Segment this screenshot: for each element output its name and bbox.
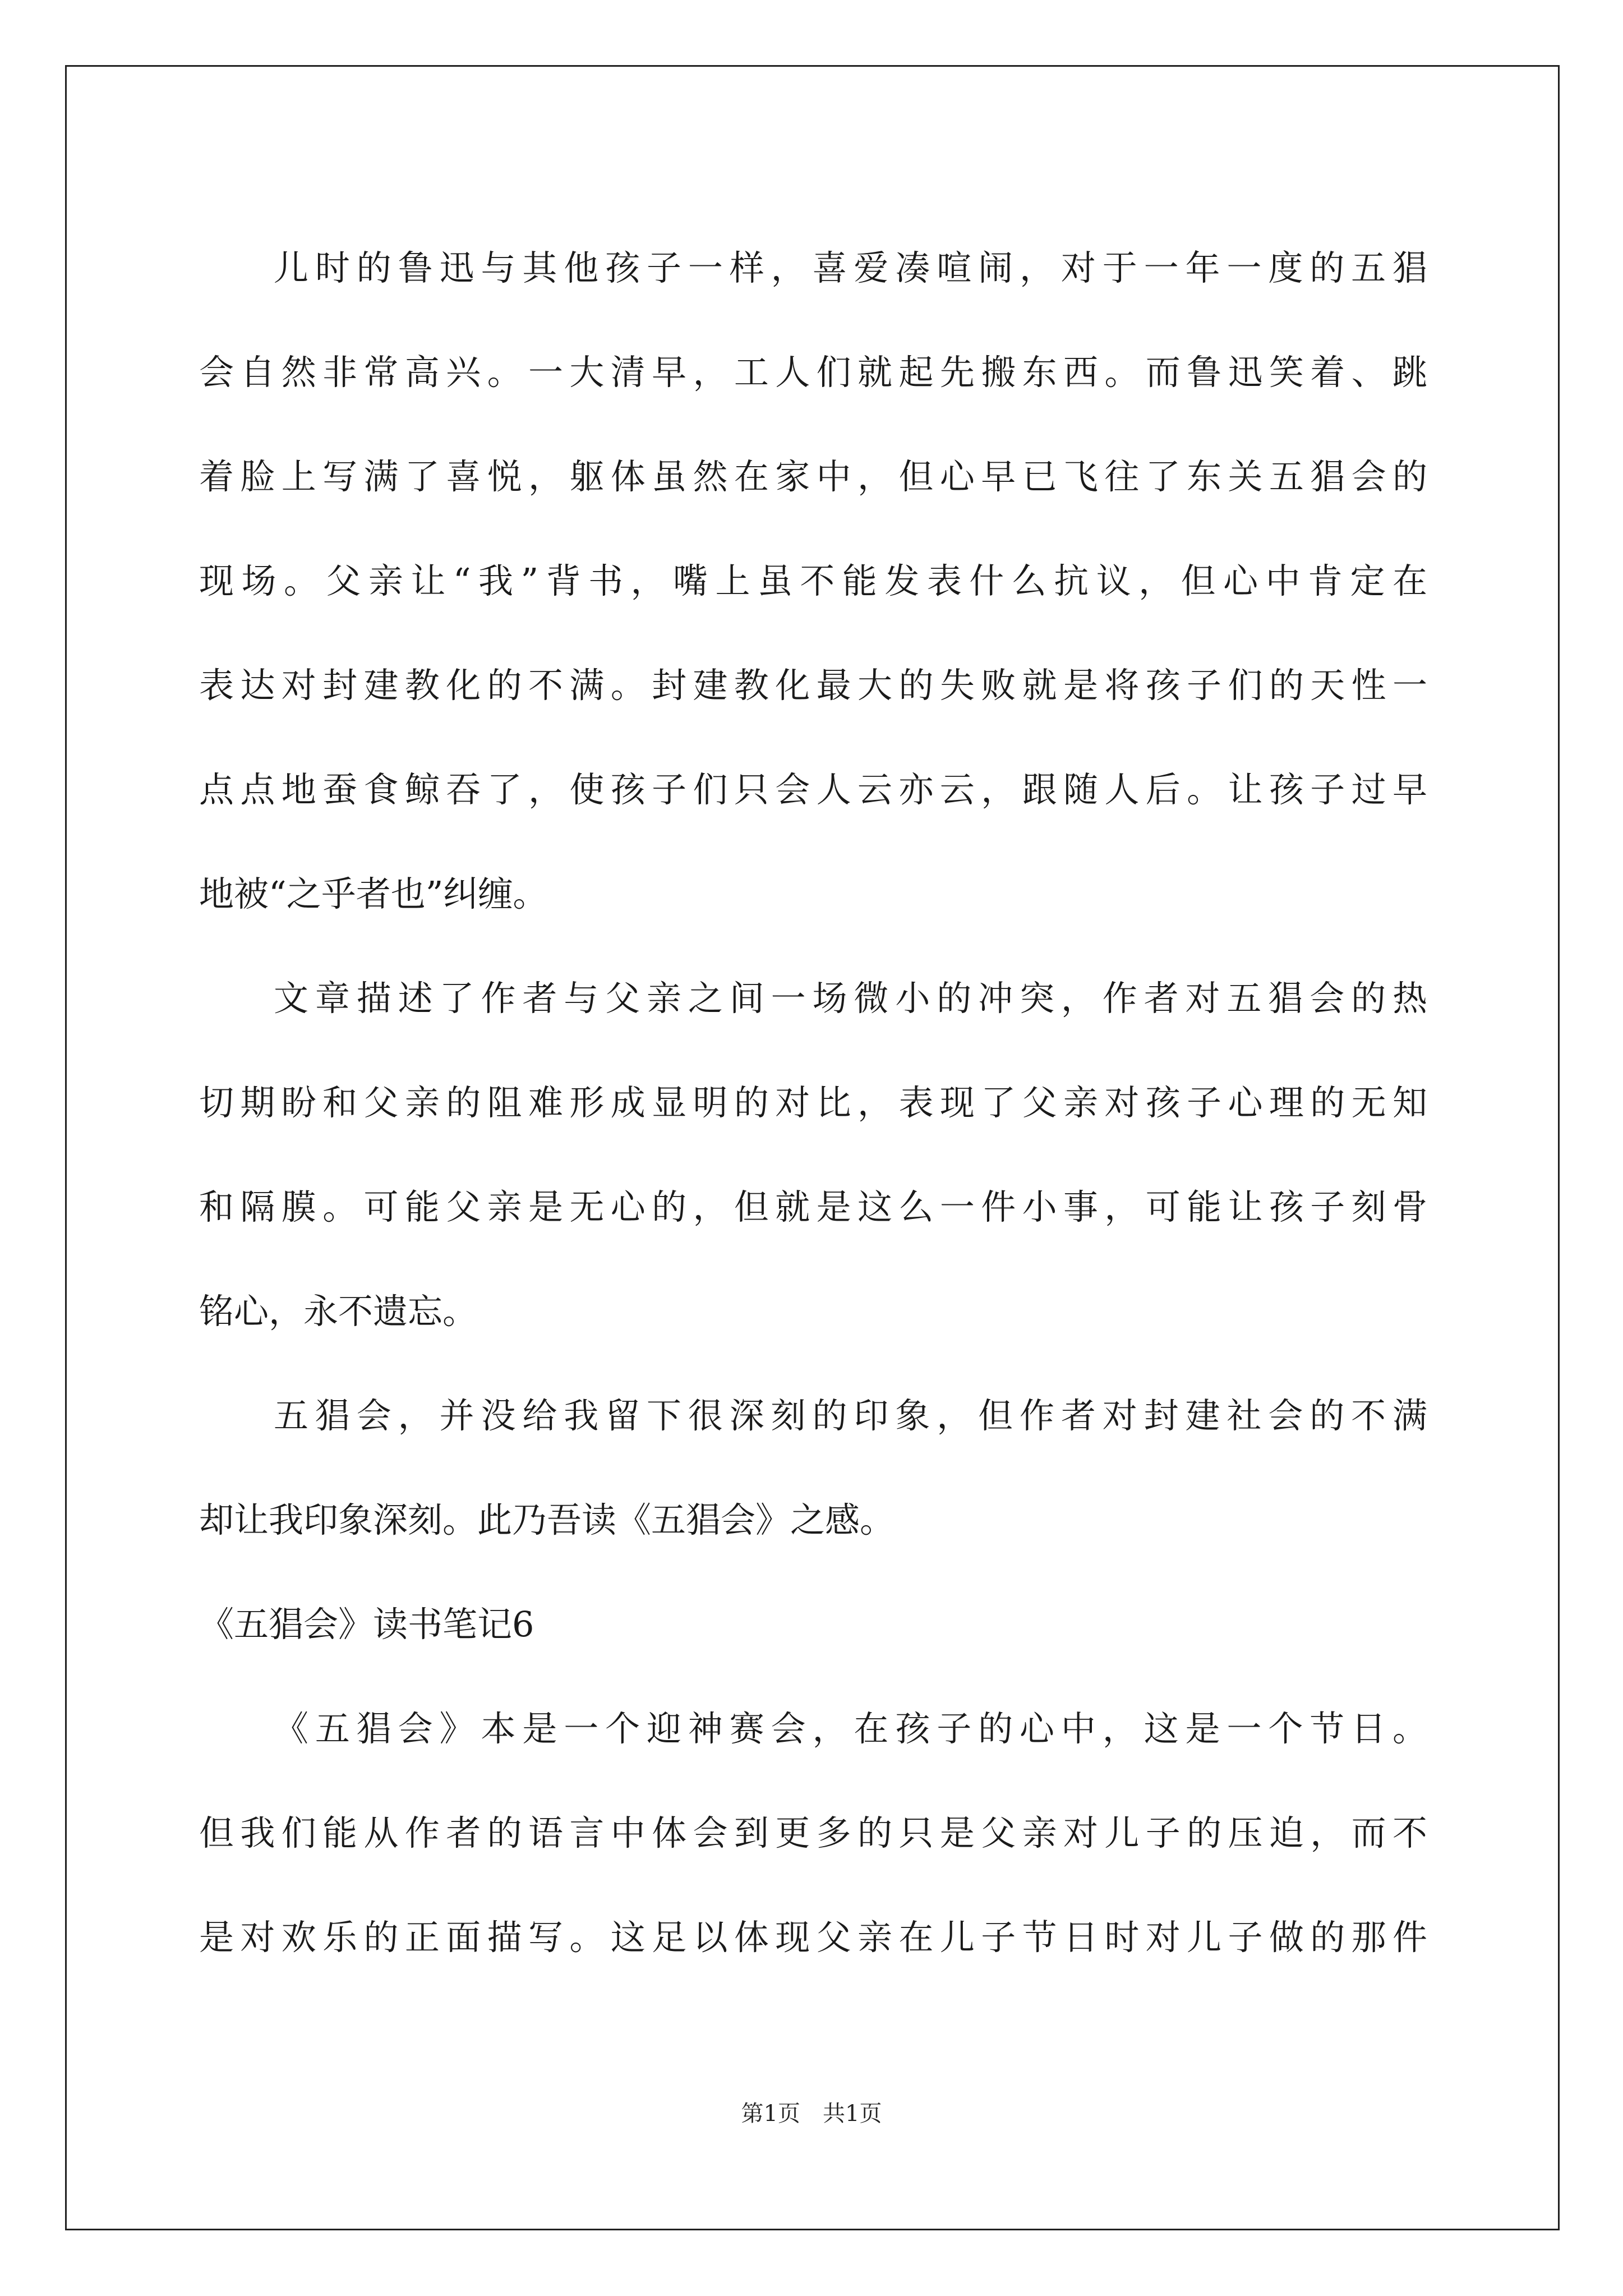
text-line: 现场。父亲让“我”背书，嘴上虽不能发表什么抗议，但心中肯定在 — [199, 560, 1427, 601]
text-line: 儿时的鲁迅与其他孩子一样，喜爱凑喧闹，对于一年一度的五猖 — [274, 247, 1427, 288]
paragraph-2 — [199, 946, 1427, 1364]
text-line: 切期盼和父亲的阻难形成显明的对比，表现了父亲对孩子心理的无知 — [199, 1082, 1427, 1123]
text-line: 文章描述了作者与父亲之间一场微小的冲突，作者对五猖会的热 — [274, 978, 1427, 1019]
text-line: 和隔膜。可能父亲是无心的，但就是这么一件小事，可能让孩子刻骨 — [199, 1186, 1427, 1227]
text-line: 会自然非常高兴。一大清早，工人们就起先搬东西。而鲁迅笑着、跳 — [199, 352, 1427, 393]
text-line: 地被“之乎者也”纠缠。 — [199, 873, 548, 914]
text-line: 表达对封建教化的不满。封建教化最大的失败就是将孩子们的天性一 — [199, 665, 1427, 706]
paragraph-1 — [199, 216, 1427, 946]
page-number-label: 第1页 共1页 — [741, 2101, 882, 2127]
text-line: 铭心，永不遗忘。 — [199, 1291, 478, 1332]
section-title: 《五猖会》读书笔记6 — [199, 1604, 534, 1645]
paragraph-4 — [199, 1677, 1427, 1990]
text-line: 着脸上写满了喜悦，躯体虽然在家中，但心早已飞往了东关五猖会的 — [199, 456, 1427, 497]
text-line: 但我们能从作者的语言中体会到更多的只是父亲对儿子的压迫，而不 — [199, 1812, 1427, 1853]
section-heading — [199, 1572, 1427, 1677]
text-line: 五猖会，并没给我留下很深刻的印象，但作者对封建社会的不满 — [274, 1395, 1427, 1436]
text-line: 点点地蚕食鲸吞了，使孩子们只会人云亦云，跟随人后。让孩子过早 — [199, 769, 1427, 810]
document-body — [199, 216, 1427, 1990]
text-line: 《五猖会》本是一个迎神赛会，在孩子的心中，这是一个节日。 — [274, 1708, 1427, 1749]
text-line: 是对欢乐的正面描写。这足以体现父亲在儿子节日时对儿子做的那件 — [199, 1917, 1427, 1958]
paragraph-3 — [199, 1364, 1427, 1572]
page-footer — [0, 2097, 1623, 2131]
text-line: 却让我印象深刻。此乃吾读《五猖会》之感。 — [199, 1499, 895, 1540]
